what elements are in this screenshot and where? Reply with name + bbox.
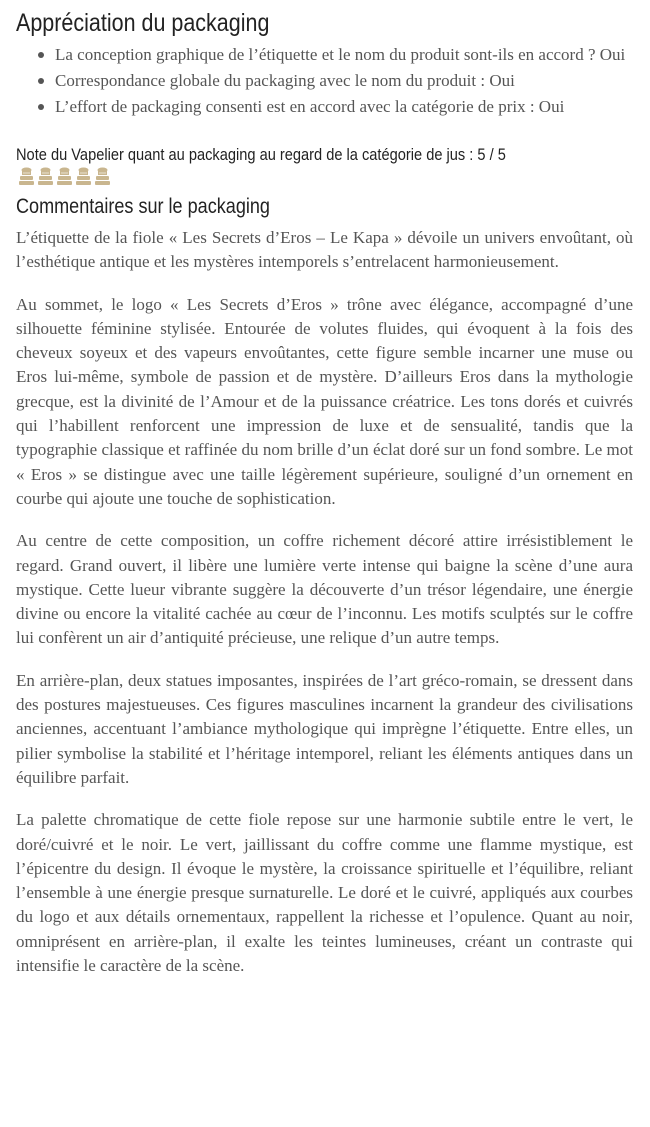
article-content bbox=[16, 0, 633, 996]
rating-label: Note du Vapelier quant au packaging au regard de la catégorie de jus : 5 / 5 bbox=[16, 145, 506, 164]
checklist-item bbox=[55, 42, 633, 67]
checklist-item-text: La conception graphique de l’étiquette et le nom du produit sont-ils en accord ? Oui bbox=[55, 45, 626, 64]
checklist-item-text: Correspondance globale du packaging avec le nom du produit : Oui bbox=[55, 71, 515, 90]
packaging-section-title: Appréciation du packaging bbox=[16, 9, 270, 37]
rating-atomizer-icon bbox=[56, 167, 73, 186]
bullet-icon bbox=[38, 52, 44, 58]
comments-section-title: Commentaires sur le packaging bbox=[16, 195, 270, 218]
comment-paragraph: L’étiquette de la fiole « Les Secrets d’Eros – Le Kapa » dévoile un univers envoûtant, où l’esthétique antique et les mystères intemporels s’entrelacent harmonieusement. bbox=[16, 228, 633, 272]
comment-paragraph: Au centre de cette composition, un coffre richement décoré attire irrésistiblement le regard. Grand ouvert, il libère une lumière verte intense qui baigne la scène d’une aura mystique. Cette lueur vibrante suggère la découverte d’un trésor légendaire, une énergie divine ou encore la vitalité cachée au cœur de l’inconnu. Les motifs sculptés sur le coffre lui confèrent un air d’antiquité précieuse, une relique d’un autre temps. bbox=[16, 531, 633, 648]
rating-atomizer-icon bbox=[18, 167, 35, 186]
comment-paragraph: Au sommet, le logo « Les Secrets d’Eros » trône avec élégance, accompagné d’une silhouette féminine stylisée. Entourée de volutes fluides, qui évoquent à la fois des cheveux soyeux et des vapeurs envoûtantes, cette figure semble incarner une muse ou Eros lui-même, symbole de passion et de mystère. D’ailleurs Eros dans la mythologie grecque, est la divinité de l’Amour et de la puissance créatrice. Les tons dorés et cuivrés qui l’habillent renforcent une impression de luxe et de sensualité, tandis que la typographie classique et raffinée du nom brille d’un éclat doré sur un fond sombre. Le mot « Eros » se distingue avec une taille légèrement supérieure, souligné d’un ornement en courbe qui ajoute une touche de sophistication. bbox=[16, 294, 633, 508]
bullet-icon bbox=[38, 78, 44, 84]
comment-paragraph: En arrière-plan, deux statues imposantes, inspirées de l’art gréco-romain, se dressent dans des postures majestueuses. Ces figures masculines incarnent la grandeur des civilisations anciennes, accentuant l’ambiance mythologique qui imprègne l’étiquette. Entre elles, un pilier symbolise la stabilité et l’héritage intemporel, reliant les éléments antiques dans un équilibre parfait. bbox=[16, 670, 633, 787]
bullet-icon bbox=[38, 104, 44, 110]
packaging-checklist bbox=[16, 42, 633, 119]
comments-body bbox=[16, 226, 633, 978]
rating-atomizer-icon bbox=[75, 167, 92, 186]
checklist-item-text: L’effort de packaging consenti est en accord avec la catégorie de prix : Oui bbox=[55, 97, 565, 116]
rating-atomizer-icon bbox=[94, 167, 111, 186]
rating-icons bbox=[18, 167, 633, 186]
checklist-item bbox=[55, 68, 633, 93]
comment-paragraph: La palette chromatique de cette fiole repose sur une harmonie subtile entre le vert, le doré/cuivré et le noir. Le vert, jaillissant du coffre comme une flamme mystique, est l’épicentre du design. Il évoque le mystère, la croissance spirituelle et l’équilibre, reliant l’ensemble à une énergie presque surnaturelle. Le doré et le cuivré, appliqués aux courbes du logo et aux détails ornementaux, rappellent la richesse et l’opulence. Quant au noir, omniprésent en arrière-plan, il exalte les teintes lumineuses, créant un contraste qui intensifie le caractère de la scène. bbox=[16, 810, 633, 976]
rating-atomizer-icon bbox=[37, 167, 54, 186]
checklist-item bbox=[55, 94, 633, 119]
